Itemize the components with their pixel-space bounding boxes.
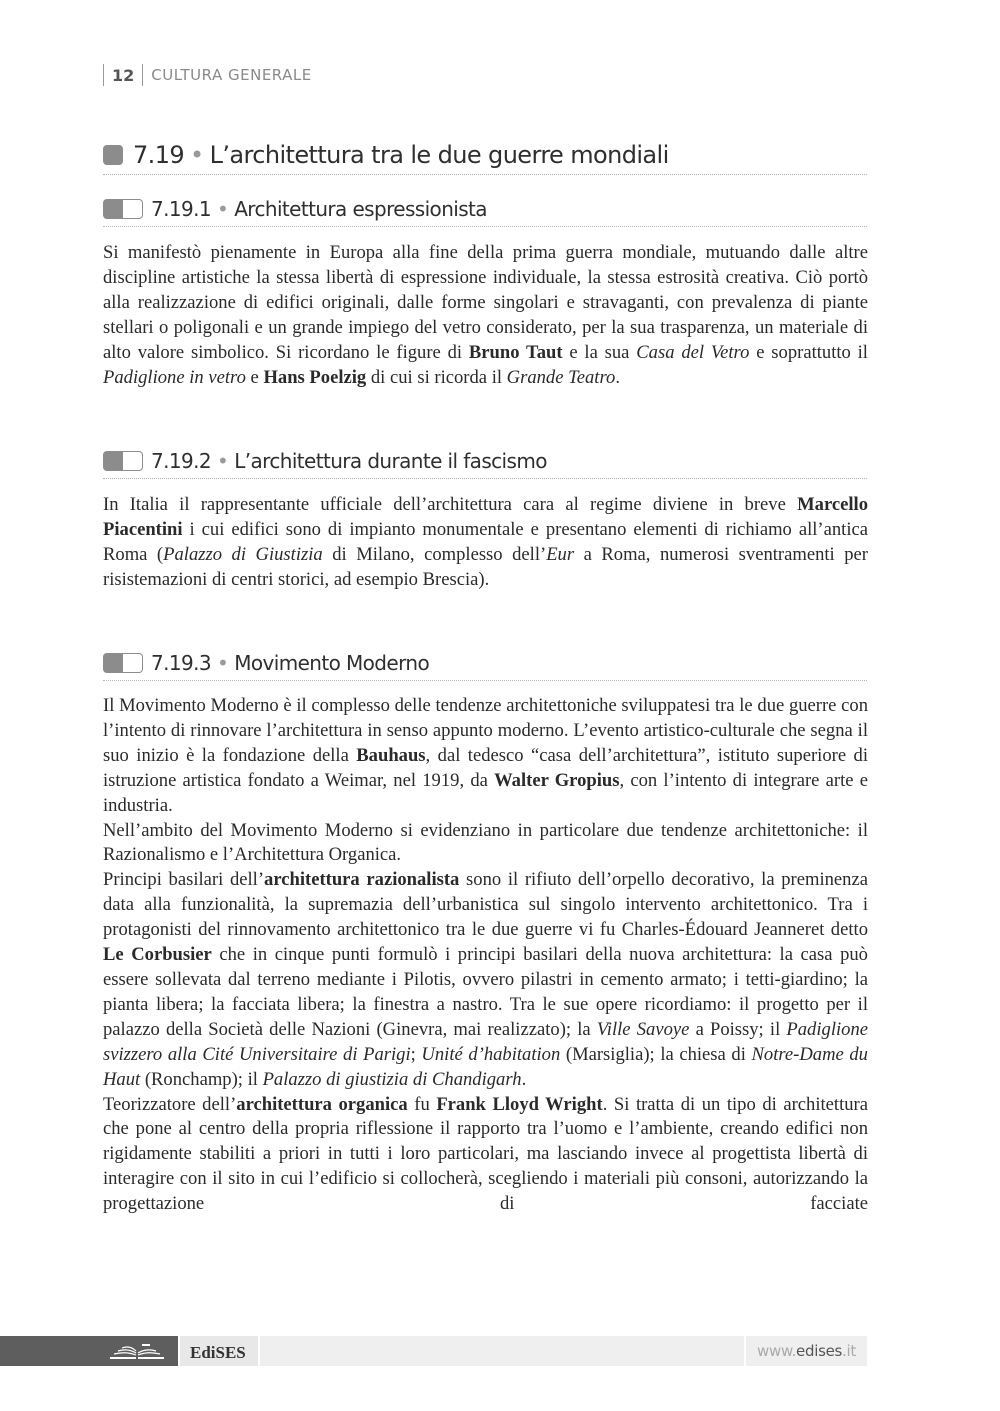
footer-light-band (260, 1336, 744, 1366)
paragraph-rationalism: Principi basilari dell’architettura razionalista sono il rifiuto dell’orpello decorativo, la preminenza data alla funzionalità, la supremazia dell’urbanistica sul singolo intervento architettonico. Tra i protagonisti del rinnovamento architettonico tra le due guerre vi fu Charles-Édouard Jeanneret detto Le Corbusier che in cinque punti formulò i principi basilari della nuova architettura: la casa può essere sollevata dal terreno mediante i Pilotis, ovvero pilastri in cemento armato; i tetti-giardino; la pianta libera; la facciata libera; la finestra a nastro. Tra le sue opere ricordiamo: il progetto per il palazzo della Società delle Nazioni (Ginevra, mai realizzato); la Ville Savoye a Poissy; il Padiglione svizzero alla Cité Universitaire di Parigi; Unité d’habitation (Marsiglia); la chiesa di Notre-Dame du Haut (Ronchamp); il Palazzo di giustizia di Chandigarh. (103, 869, 868, 1090)
paragraph-bauhaus: Il Movimento Moderno è il complesso delle tendenze architettoniche sviluppatesi tra le due guerre con l’intento di rinnovare l’architettura in senso appunto moderno. L’evento artistico-culturale che segna il suo inizio è la fondazione della Bauhaus, dal tedesco “casa dell’architettura”, istituto superiore di istruzione artistica fondato a Weimar, nel 1919, da Walter Gropius, con l’intento di integrare arte e industria. (103, 695, 868, 816)
modern-movement-body (103, 694, 868, 1217)
section-title: L’architettura durante il fascismo (234, 449, 547, 473)
paragraph-tendencies: Nell’ambito del Movimento Moderno si evidenziano in particolare due tendenze architettoniche: il Razionalismo e l’Architettura Organica. (103, 819, 868, 866)
section-heading-fascism (103, 444, 867, 479)
page-footer (0, 1336, 1000, 1366)
section-number: 7.19.2 (151, 449, 212, 473)
double-square-icon (103, 653, 143, 673)
paragraph-fascism: In Italia il rappresentante ufficiale dell’architettura cara al regime diviene in breve Marcello Piacentini i cui edifici sono di impianto monumentale e presentano elementi di richiamo all’antica Roma (Palazzo di Giustizia di Milano, complesso dell’Eur a Roma, numerosi sventramenti per risistemazioni di centri storici, ad esempio Brescia). (103, 494, 868, 590)
running-section-title: CULTURA GENERALE (151, 66, 312, 84)
page-number: 12 (112, 65, 135, 85)
chapter-title: L’architettura tra le due guerre mondiali (209, 141, 669, 169)
section-number: 7.19.1 (151, 197, 212, 221)
heading-dot: • (217, 449, 229, 473)
publisher-url: www.edises.it (746, 1336, 867, 1366)
running-header (103, 62, 312, 88)
section-heading-modern-movement (103, 646, 867, 681)
chapter-number: 7.19 (133, 141, 185, 169)
section-number: 7.19.3 (151, 651, 212, 675)
heading-dot: • (217, 197, 229, 221)
chapter-heading (103, 136, 867, 175)
section-title: Architettura espressionista (234, 197, 487, 221)
heading-dot: • (217, 651, 229, 675)
paragraph-organic: Teorizzatore dell’architettura organica fu Frank Lloyd Wright. Si tratta di un tipo di architettura che pone al centro della propria riflessione il rapporto tra l’uomo e l’ambiente, creando edifici non rigidamente stabiliti a priori in tutti i loro particolari, ma lasciando invece al progettista libertà di interagire con il sito in cui l’edificio si collocherà, scegliendo i materiali più consoni, autorizzando la progettazione di facciate (103, 1093, 868, 1215)
section-title: Movimento Moderno (234, 651, 430, 675)
section-heading-expressionism (103, 192, 867, 227)
publisher-brand: EdiSES (180, 1336, 258, 1366)
paragraph-expressionism: Si manifestò pienamente in Europa alla fine della prima guerra mondiale, mutuando dalle altre discipline artistiche la stessa libertà di espressione individuale, la stessa estrosità creativa. Ciò portò alla realizzazione di edifici originali, dalle forme singolari e stravaganti, con prevalenza di piante stellari o poligonali e un grande impiego del vetro considerato, per la sua trasparenza, un materiale di alto valore simbolico. Si ricordano le figure di Bruno Taut e la sua Casa del Vetro e soprattutto il Padiglione in vetro e Hans Poelzig di cui si ricorda il Grande Teatro. (103, 242, 868, 388)
square-bullet-icon (103, 145, 123, 165)
heading-dot: • (190, 141, 204, 169)
double-square-icon (103, 199, 143, 219)
double-square-icon (103, 451, 143, 471)
open-book-icon (106, 1340, 168, 1362)
